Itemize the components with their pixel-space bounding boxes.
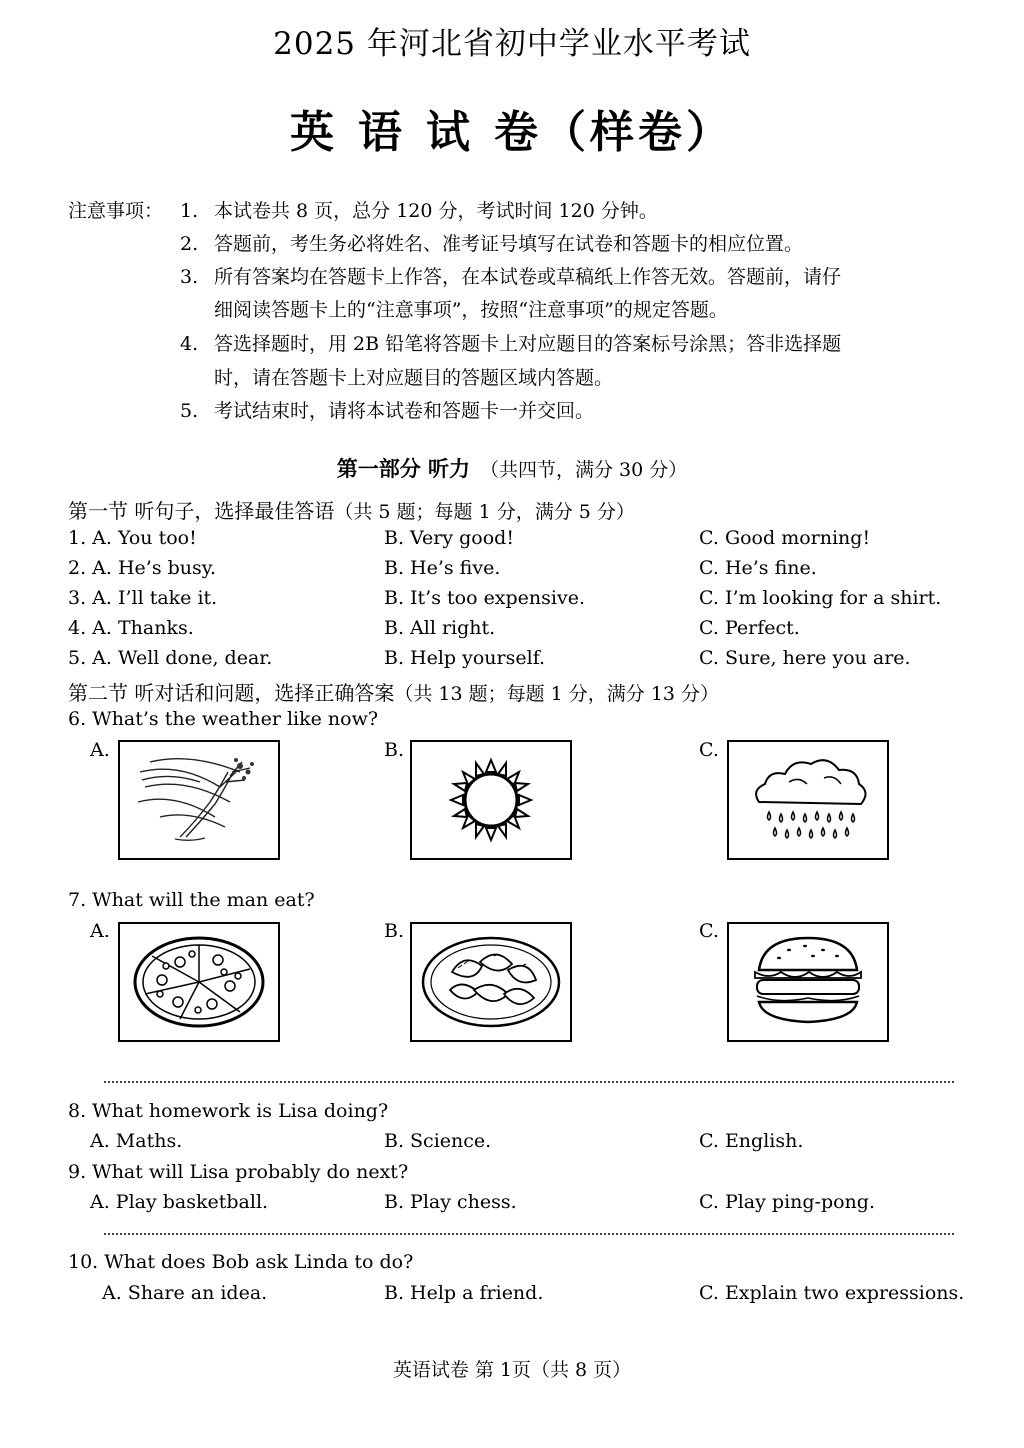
notice-num: 2. [180,233,199,255]
q7-label-b: B. [384,920,405,942]
section-meta: （共 5 题；每题 1 分，满分 5 分） [334,501,635,523]
q10-stem: 10. What does Bob ask Linda to do? [68,1251,414,1273]
notice-num: 3. [180,266,199,288]
q5-option-c: C. Sure, here you are. [699,647,911,669]
q1-option-b: B. Very good! [384,527,514,549]
q5-option-a: 5. A. Well done, dear. [68,647,273,669]
notice-num: 4. [180,333,199,355]
q2-option-c: C. He’s fine. [699,557,817,579]
notice-text: 本试卷共 8 页，总分 120 分，考试时间 120 分钟。 [214,200,658,222]
notice-text: 考试结束时，请将本试卷和答题卡一并交回。 [214,400,595,422]
notice-text: 答选择题时，用 2B 铅笔将答题卡上对应题目的答案标号涂黑；答非选择题 [214,333,842,355]
q8-option-c: C. English. [699,1130,804,1152]
notice-item-1 [180,196,658,223]
section-2-heading [68,677,719,706]
hamburger-icon [727,922,889,1042]
page-footer: 英语试卷 第 1页（共 8 页） [392,1359,632,1381]
notice-item-3 [180,262,841,289]
q6-label-b: B. [384,739,405,761]
q9-option-a: A. Play basketball. [90,1191,269,1213]
notice-num: 5. [180,400,199,422]
part-title: 第一部分 听力 [336,456,471,481]
pizza-icon [118,922,280,1042]
notice-text-cont: 细阅读答题卡上的“注意事项”，按照“注意事项”的规定答题。 [214,299,728,321]
q6-label-c: C. [699,739,719,761]
q4-option-b: B. All right. [384,617,496,639]
separator-dotted-1 [104,1081,954,1083]
q3-option-a: 3. A. I’ll take it. [68,587,218,609]
q7-label-c: C. [699,920,719,942]
paper-title [0,96,1024,160]
paper-title-char-1: 英 [290,107,338,158]
dumplings-icon [410,922,572,1042]
separator-dotted-2 [104,1233,954,1235]
notice-num: 1. [180,200,199,222]
section-1-heading [68,495,635,524]
sun-icon [410,740,572,860]
q3-option-c: C. I’m looking for a shirt. [699,587,942,609]
notice-item-4 [180,329,841,356]
q9-option-c: C. Play ping-pong. [699,1191,876,1213]
q1-option-a: 1. A. You too! [68,527,197,549]
q4-option-c: C. Perfect. [699,617,800,639]
part-meta: （共四节，满分 30 分） [480,459,688,481]
q8-option-a: A. Maths. [90,1130,183,1152]
notice-text: 答题前，考生务必将姓名、准考证号填写在试卷和答题卡的相应位置。 [214,233,804,255]
notice-item-2 [180,229,803,256]
q10-option-b: B. Help a friend. [384,1282,544,1304]
section-title: 第二节 听对话和问题，选择正确答案 [68,681,395,705]
q8-stem: 8. What homework is Lisa doing? [68,1100,389,1122]
q3-option-b: B. It’s too expensive. [384,587,586,609]
q6-stem: 6. What’s the weather like now? [68,708,379,730]
q1-option-c: C. Good morning! [699,527,871,549]
notice-item-5 [180,396,594,423]
paper-title-char-2: 语 [358,107,406,158]
windy-tree-icon [118,740,280,860]
notice-text-cont: 时，请在答题卡上对应题目的答题区域内答题。 [214,367,614,389]
paper-title-char-4: 卷（样卷） [494,107,734,158]
section-title: 第一节 听句子，选择最佳答语 [68,499,335,523]
rain-cloud-icon [727,740,889,860]
q2-option-a: 2. A. He’s busy. [68,557,217,579]
q10-option-c: C. Explain two expressions. [699,1282,965,1304]
notice-label: 注意事项： [68,200,164,222]
part-heading [0,453,1024,483]
q10-option-a: A. Share an idea. [102,1282,268,1304]
notice-text: 所有答案均在答题卡上作答，在本试卷或草稿纸上作答无效。答题前，请仔 [214,266,842,288]
q7-stem: 7. What will the man eat? [68,889,315,911]
q9-option-b: B. Play chess. [384,1191,517,1213]
q6-label-a: A. [90,739,110,761]
exam-title: 2025 年河北省初中学业水平考试 [273,26,751,62]
section-meta: （共 13 题；每题 1 分，满分 13 分） [394,683,720,705]
q8-option-b: B. Science. [384,1130,492,1152]
q7-label-a: A. [90,920,110,942]
q5-option-b: B. Help yourself. [384,647,546,669]
q4-option-a: 4. A. Thanks. [68,617,194,639]
q9-stem: 9. What will Lisa probably do next? [68,1161,409,1183]
q2-option-b: B. He’s five. [384,557,501,579]
paper-title-char-3: 试 [426,107,474,158]
